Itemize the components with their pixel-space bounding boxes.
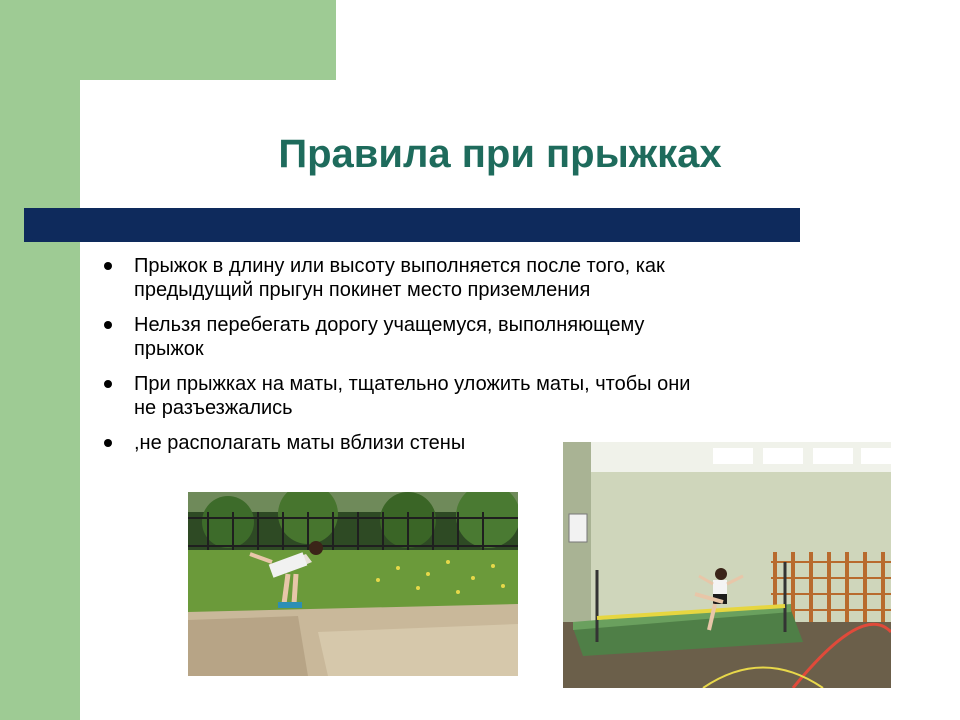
list-item-text: Прыжок в длину или высоту выполняется после того, как предыдущий прыгун покинет место приземления (134, 255, 665, 301)
bullet-icon (104, 380, 112, 388)
green-accent-top (0, 0, 336, 80)
bullet-icon (104, 321, 112, 329)
slide-title: Правила при прыжках (278, 132, 722, 176)
long-jump-photo (188, 492, 518, 676)
high-jump-photo (563, 442, 891, 688)
list-item-text: Нельзя перебегать дорогу учащемуся, выполняющему прыжок (134, 314, 645, 360)
list-item (104, 372, 704, 420)
list-item-text: ,не располагать маты вблизи стены (134, 432, 466, 454)
bullet-icon (104, 439, 112, 447)
green-accent-left (0, 0, 80, 720)
list-item (104, 313, 704, 361)
rules-list (104, 254, 704, 466)
list-item (104, 254, 704, 302)
title-underline-bar (24, 208, 800, 242)
content-panel-corner (80, 80, 140, 140)
bullet-icon (104, 262, 112, 270)
list-item-text: При прыжках на маты, тщательно уложить маты, чтобы они не разъезжались (134, 373, 691, 419)
